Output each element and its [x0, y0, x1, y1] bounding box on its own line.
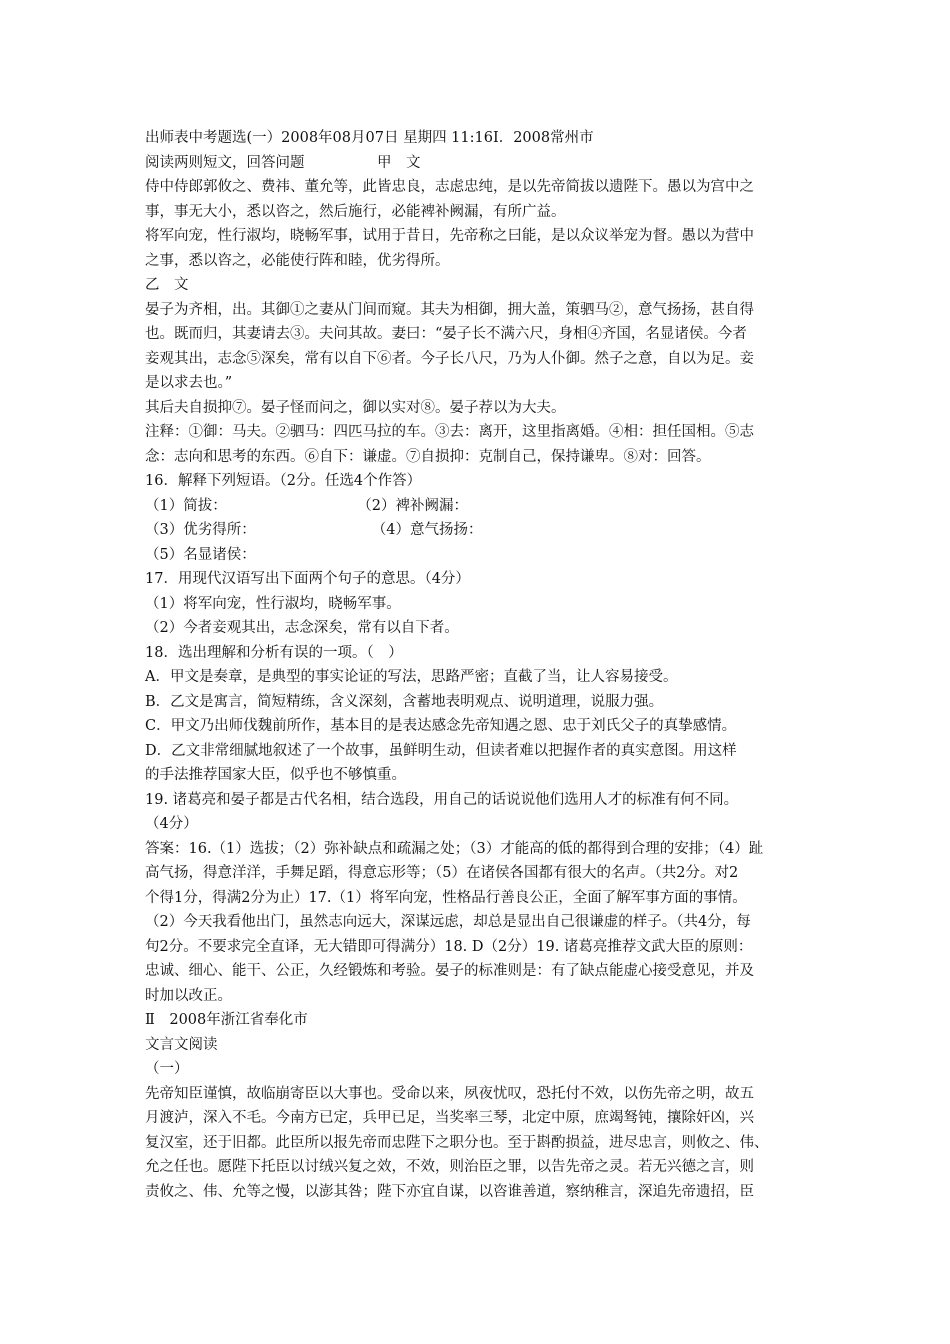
document-page: [145, 126, 815, 1204]
doc-line: C．甲文乃出师伐魏前所作，基本目的是表达感念先帝知遇之恩、忠于刘氏父子的真挚感情。: [145, 718, 737, 734]
doc-line: 的手法推荐国家大臣，似乎也不够慎重。: [145, 767, 406, 783]
doc-line: 也。既而归，其妻请去③。夫问其故。妻曰：“晏子长不满六尺，身相④齐国，名显诸侯。今者: [145, 326, 747, 342]
doc-line: 乙 文: [145, 277, 189, 293]
doc-line: （5）名显诸侯：: [145, 546, 256, 563]
doc-line: 个得1分，得满2分为止）17.（1）将军向宠，性格品行善良公正，全面了解军事方面的事情。: [145, 889, 747, 906]
doc-line: 晏子为齐相，出。其御①之妻从门间而窥。其夫为相御，拥大盖，策驷马②，意气扬扬，甚自得: [145, 301, 754, 318]
doc-line: （2）今者妾观其出，志念深矣，常有以自下者。: [145, 620, 459, 636]
doc-line: 之事，悉以咨之，必能使行阵和睦，优劣得所。: [145, 252, 450, 269]
doc-line: 事，事无大小，悉以咨之，然后施行，必能裨补阙漏，有所广益。: [145, 203, 566, 220]
doc-line: A．甲文是奏章，是典型的事实论证的写法，思路严密；直截了当，让人容易接受。: [145, 669, 678, 685]
doc-line: 时加以改正。: [145, 987, 232, 1004]
doc-line: 是以求去也。”: [145, 375, 233, 391]
doc-line: （一）: [145, 1061, 189, 1077]
doc-line: （4分）: [145, 816, 198, 832]
doc-line: （3）优劣得所： （4）意气扬扬：: [145, 522, 483, 538]
doc-line: 18．选出理解和分析有误的一项。（ ）: [145, 644, 403, 661]
doc-line: D．乙文非常细腻地叙述了一个故事，虽鲜明生动，但读者难以把握作者的真实意图。用这样: [145, 742, 737, 759]
doc-line: 19. 诸葛亮和晏子都是古代名相，结合选段，用自己的话说说他们选用人才的标准有何不同。: [145, 791, 739, 808]
doc-line: 月渡泸，深入不毛。今南方已定，兵甲已足，当奖率三琴，北定中原，庶竭驽钝，攘除奸凶，兴: [145, 1110, 754, 1126]
doc-line: 将军向宠，性行淑均，晓畅军事，试用于昔日，先帝称之曰能，是以众议举宠为督。愚以为营中: [145, 228, 754, 244]
doc-line: 念：志向和思考的东西。⑥自下：谦虚。⑦自损抑：克制自己，保持谦卑。⑧对：回答。: [145, 448, 711, 465]
doc-line: 复汉室，还于旧都。此臣所以报先帝而忠陛下之职分也。至于斟酌损益，进尽忠言，则攸之、伟、: [145, 1134, 769, 1151]
doc-line: 允之任也。愿陛下托臣以讨绒兴复之效，不效，则治臣之罪，以告先帝之灵。若无兴德之言，则: [145, 1159, 754, 1175]
doc-line: 17．用现代汉语写出下面两个句子的意思。（4分）: [145, 571, 470, 587]
doc-line: （1）简拔： （2）裨补阙漏：: [145, 497, 468, 514]
doc-line: 阅读两则短文，回答问题 甲 文: [145, 154, 421, 171]
doc-line: 16．解释下列短语。（2分。任选4个作答）: [145, 473, 422, 489]
doc-line: 妾观其出，志念⑤深矣，常有以自下⑥者。今子长八尺，乃为人仆御。然子之意，自以为足。妾: [145, 350, 754, 367]
doc-line: （2）今天我看他出门，虽然志向远大，深谋远虑，却总是显出自己很谦虚的样子。（共4分，每: [145, 914, 751, 930]
doc-line: 高气扬，得意洋洋，手舞足蹈，得意忘形等；（5）在诸侯各国都有很大的名声。（共2分。对2: [145, 865, 739, 881]
doc-line: 文言文阅读: [145, 1036, 218, 1053]
doc-line: 答案：16.（1）选拔；（2）弥补缺点和疏漏之处；（3）才能高的低的都得到合理的安排；（4）趾: [145, 840, 764, 857]
doc-line: B．乙文是寓言，简短精练，含义深刻，含蓄地表明观点、说明道理，说服力强。: [145, 693, 664, 710]
doc-line: 忠诚、细心、能干、公正，久经锻炼和考验。晏子的标准则是：有了缺点能虚心接受意见，并及: [145, 963, 754, 979]
doc-line: 注释：①御：马夫。②驷马：四匹马拉的车。③去：离开，这里指离婚。④相：担任国相。⑤志: [145, 424, 754, 440]
doc-line: Ⅱ 2008年浙江省奉化市: [145, 1012, 308, 1028]
doc-line: 先帝知臣谨慎，故临崩寄臣以大事也。受命以来，夙夜忧叹，恐托付不效，以伤先帝之明，故五: [145, 1085, 754, 1102]
doc-line: 句2分。不要求完全直译，无大错即可得满分）18. D（2分）19. 诸葛亮推荐文武大臣的原则：: [145, 938, 753, 955]
doc-line: 责攸之、伟、允等之慢，以澎其咎；陛下亦宜自谋，以咨谁善道，察纳稚言，深追先帝遗招，臣: [145, 1183, 754, 1200]
doc-line: 出师表中考题选(一）2008年08月07日 星期四 11:16Ⅰ．2008常州市: [145, 130, 594, 146]
doc-line: 侍中侍郎郭攸之、费祎、董允等，此皆忠良，志虑忠纯，是以先帝简拔以遗陛下。愚以为宫中之: [145, 179, 754, 195]
doc-line: （1）将军向宠，性行淑均，晓畅军事。: [145, 595, 401, 612]
doc-line: 其后夫自损抑⑦。晏子怪而问之，御以实对⑧。晏子荐以为大夫。: [145, 399, 566, 416]
